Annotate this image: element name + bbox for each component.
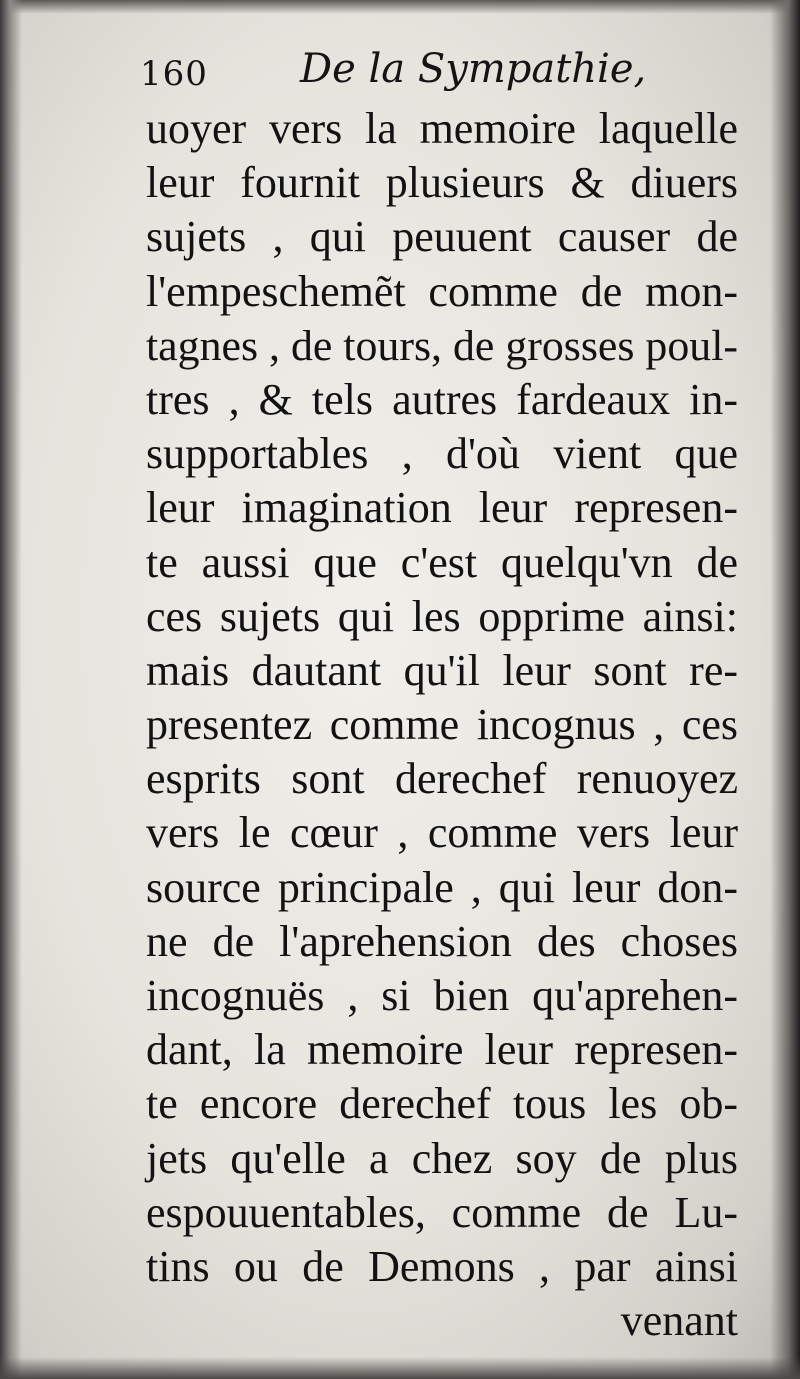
page-top-shadow [0, 0, 800, 14]
text-line: te aussi que c'est quelqu'vn de [146, 537, 738, 587]
text-line: mais dautant qu'il leur sont re- [146, 645, 738, 695]
text-line: incognuës , si bien qu'aprehen- [146, 971, 738, 1020]
text-line: tins ou de Demons , par ainsi [146, 1241, 738, 1291]
text-line: leur imagination leur represen- [146, 483, 738, 533]
text-line: leur fournit plusieurs & diuers [146, 158, 738, 208]
page-right-shadow [770, 0, 800, 1379]
page-bottom-shadow [0, 1357, 800, 1379]
text-line: supportables , d'où vient que [146, 429, 738, 479]
text-line: tagnes , de tours, de grosses poul- [146, 321, 738, 370]
text-line: l'empeschemẽt comme de mon- [146, 266, 738, 316]
text-line: esprits sont derechef renuoyez [146, 754, 738, 804]
catchword: venant [620, 1296, 738, 1346]
text-line: ces sujets qui les opprime ainsi: [146, 591, 738, 641]
page-number: 160 [140, 54, 208, 94]
text-line: te encore derechef tous les ob- [146, 1079, 738, 1129]
text-line: tres , & tels autres fardeaux in- [146, 374, 738, 424]
text-line: sujets , qui peuuent causer de [146, 212, 738, 262]
running-head [140, 46, 740, 102]
page-left-shadow [0, 0, 22, 1379]
text-line: ne de l'aprehension des choses [146, 916, 738, 966]
text-line: vers le cœur , comme vers leur [146, 808, 738, 858]
text-line: espouuentables, comme de Lu- [146, 1187, 738, 1237]
text-line: dant, la memoire leur represen- [146, 1025, 738, 1075]
text-line: presentez comme incognus , ces [146, 700, 738, 750]
text-line: source principale , qui leur don- [146, 862, 738, 912]
running-title: De la Sympathie, [300, 46, 647, 92]
body-text [146, 102, 738, 1348]
text-line: uoyer vers la memoire laquelle [146, 104, 738, 153]
text-line: jets qu'elle a chez soy de plus [146, 1133, 738, 1183]
